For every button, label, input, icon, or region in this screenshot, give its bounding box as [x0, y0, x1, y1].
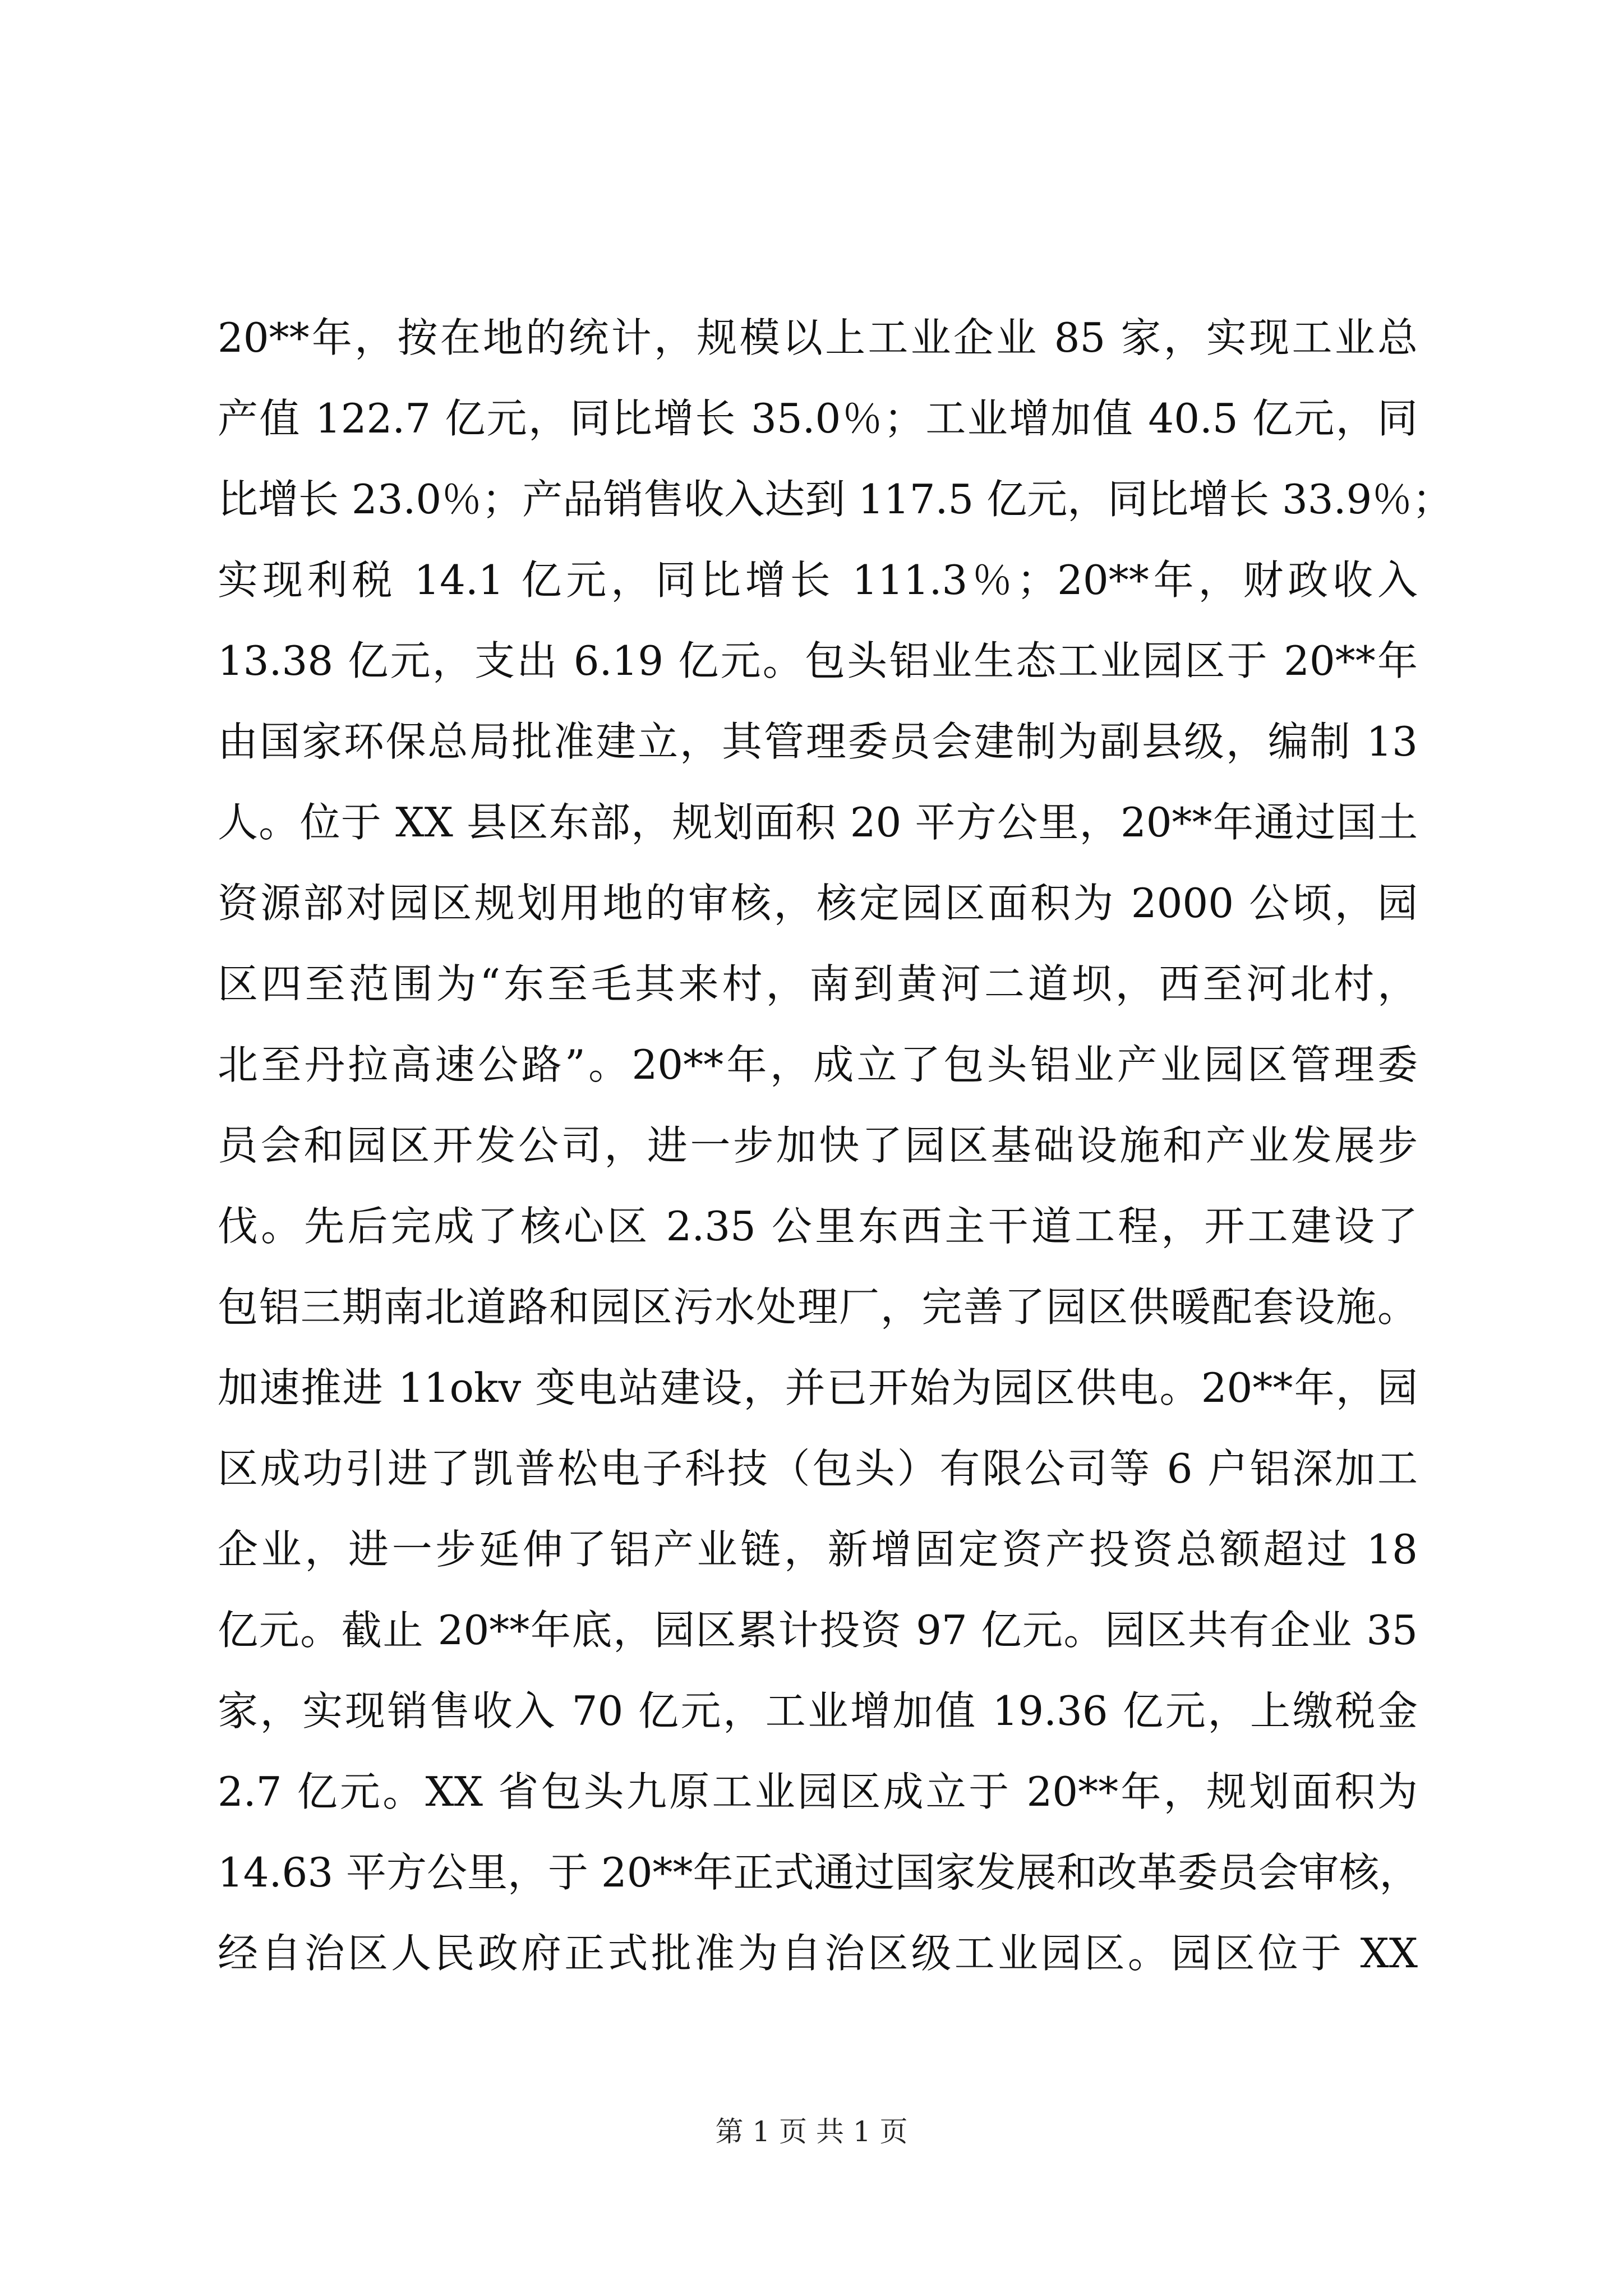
text-line: 员会和园区开发公司，进一步加快了园区基础设施和产业发展步	[218, 1122, 1418, 1169]
text-line: 13.38 亿元，支出 6.19 亿元。包头铝业生态工业园区于 20**年	[218, 637, 1418, 684]
text-line: 实现利税 14.1 亿元，同比增长 111.3％；20**年，财政收入	[218, 556, 1418, 604]
text-line: 由国家环保总局批准建立，其管理委员会建制为副县级，编制 13	[218, 718, 1418, 765]
text-line: 经自治区人民政府正式批准为自治区级工业园区。园区位于 XX	[218, 1930, 1418, 1977]
text-line: 区成功引进了凯普松电子科技（包头）有限公司等 6 户铝深加工	[218, 1445, 1418, 1492]
text-line: 北至丹拉高速公路”。20**年，成立了包头铝业产业园区管理委	[218, 1041, 1418, 1088]
text-line: 人。位于 XX 县区东部，规划面积 20 平方公里，20**年通过国土	[218, 799, 1418, 846]
text-line: 包铝三期南北道路和园区污水处理厂，完善了园区供暖配套设施。	[218, 1283, 1418, 1331]
text-line: 区四至范围为“东至毛其来村，南到黄河二道坝，西至河北村，	[218, 960, 1418, 1007]
text-line: 伐。先后完成了核心区 2.35 公里东西主干道工程，开工建设了	[218, 1203, 1418, 1250]
page-footer: 第 1 页 共 1 页	[715, 2115, 908, 2148]
text-line: 20**年，按在地的统计，规模以上工业企业 85 家，实现工业总	[218, 314, 1418, 361]
text-line: 比增长 23.0％；产品销售收入达到 117.5 亿元，同比增长 33.9％；	[218, 476, 1453, 523]
text-line: 资源部对园区规划用地的审核，核定园区面积为 2000 公顷，园	[218, 880, 1418, 927]
text-line: 2.7 亿元。XX 省包头九原工业园区成立于 20**年，规划面积为	[218, 1768, 1418, 1815]
text-line: 家，实现销售收入 70 亿元，工业增加值 19.36 亿元，上缴税金	[218, 1687, 1418, 1734]
text-line: 加速推进 11okv 变电站建设，并已开始为园区供电。20**年，园	[218, 1364, 1418, 1411]
text-line: 14.63 平方公里，于 20**年正式通过国家发展和改革委员会审核，	[218, 1849, 1420, 1896]
body-text	[218, 297, 1453, 1994]
text-line: 亿元。截止 20**年底，园区累计投资 97 亿元。园区共有企业 35	[218, 1607, 1418, 1654]
text-line: 企业，进一步延伸了铝产业链，新增固定资产投资总额超过 18	[218, 1526, 1418, 1573]
text-line: 产值 122.7 亿元，同比增长 35.0％；工业增加值 40.5 亿元，同	[218, 395, 1418, 442]
